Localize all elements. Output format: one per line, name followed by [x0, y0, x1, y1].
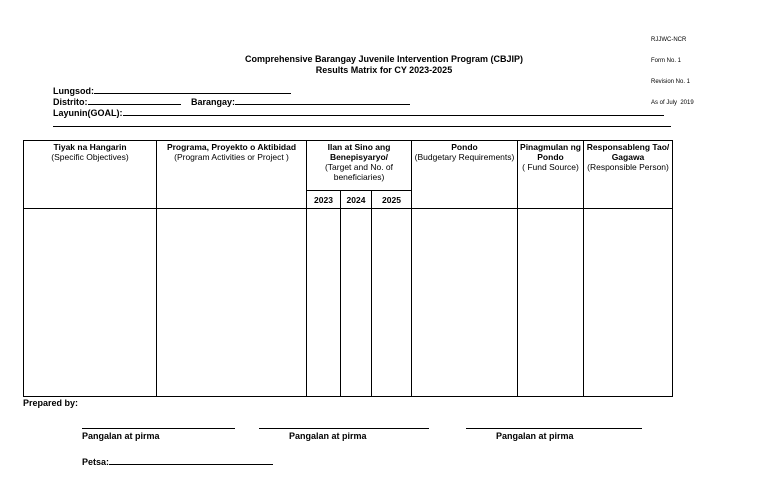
- signature-label-2: Pangalan at pirma: [289, 431, 367, 441]
- form-meta-revision: Revision No. 1: [651, 79, 691, 85]
- barangay-label: Barangay:: [191, 97, 236, 107]
- cell-target-2024[interactable]: [341, 209, 372, 397]
- cell-target-2025[interactable]: [372, 209, 412, 397]
- header-fund-source: [518, 141, 584, 209]
- petsa-label: Petsa:: [82, 457, 110, 467]
- layunin-continuation-line: [53, 126, 671, 127]
- document-title: Comprehensive Barangay Juvenile Intervention Program (CBJIP): [244, 54, 524, 64]
- signature-label-3: Pangalan at pirma: [496, 431, 574, 441]
- cell-program-activities[interactable]: [157, 209, 307, 397]
- distrito-blank: [88, 95, 181, 105]
- petsa-blank: [109, 455, 273, 465]
- header-beneficiaries: [307, 141, 412, 191]
- form-meta-date: As of July 2019: [651, 100, 694, 106]
- layunin-field: [53, 106, 664, 118]
- petsa-field: [82, 455, 273, 467]
- lungsod-label: Lungsod:: [53, 86, 94, 96]
- header-specific-objectives-title: Tiyak na Hangarin: [53, 142, 127, 152]
- header-budget-title: Pondo: [451, 142, 478, 152]
- table-body-row: [24, 209, 673, 397]
- header-program-activities-title: Programa, Proyekto o Aktibidad: [166, 142, 297, 152]
- header-budget-sub: (Budgetary Requirements): [414, 152, 515, 162]
- form-meta-code: RJJWC-NCR: [651, 37, 687, 43]
- barangay-blank: [235, 95, 410, 105]
- distrito-label: Distrito:: [53, 97, 88, 107]
- header-specific-objectives: [24, 141, 157, 209]
- layunin-label: Layunin(GOAL):: [53, 108, 123, 118]
- header-beneficiaries-sub: (Target and No. of beneficiaries): [324, 162, 394, 182]
- cell-specific-objectives[interactable]: [24, 209, 157, 397]
- document-subtitle: Results Matrix for CY 2023-2025: [315, 65, 453, 75]
- year-2023: 2023: [307, 191, 341, 209]
- header-program-activities: [157, 141, 307, 209]
- year-2025: 2025: [372, 191, 412, 209]
- year-2024: 2024: [341, 191, 372, 209]
- cell-budget[interactable]: [412, 209, 518, 397]
- signature-line-3: [466, 428, 642, 429]
- table-header-row: [24, 141, 673, 191]
- header-responsible-person-sub: (Responsible Person): [587, 162, 669, 172]
- lungsod-blank: [94, 84, 291, 94]
- header-beneficiaries-title: Ilan at Sino ang Benepisyaryo/: [327, 142, 391, 162]
- header-budget: [412, 141, 518, 209]
- signature-line-2: [259, 428, 429, 429]
- layunin-blank: [123, 106, 664, 116]
- header-responsible-person-title: Responsableng Tao/ Gagawa: [586, 142, 670, 162]
- header-responsible-person: [584, 141, 673, 209]
- signature-line-1: [82, 428, 235, 429]
- form-meta-form-no: Form No. 1: [651, 58, 682, 64]
- cell-fund-source[interactable]: [518, 209, 584, 397]
- header-fund-source-title: Pinagmulan ng Pondo: [520, 142, 581, 162]
- cell-target-2023[interactable]: [307, 209, 341, 397]
- signature-label-1: Pangalan at pirma: [82, 431, 160, 441]
- results-matrix-table: [23, 140, 673, 397]
- header-specific-objectives-sub: (Specific Objectives): [51, 152, 129, 162]
- header-program-activities-sub: (Program Activities or Project ): [174, 152, 289, 162]
- cell-responsible-person[interactable]: [584, 209, 673, 397]
- header-fund-source-sub: ( Fund Source): [522, 162, 579, 172]
- prepared-by-label: Prepared by:: [23, 398, 79, 408]
